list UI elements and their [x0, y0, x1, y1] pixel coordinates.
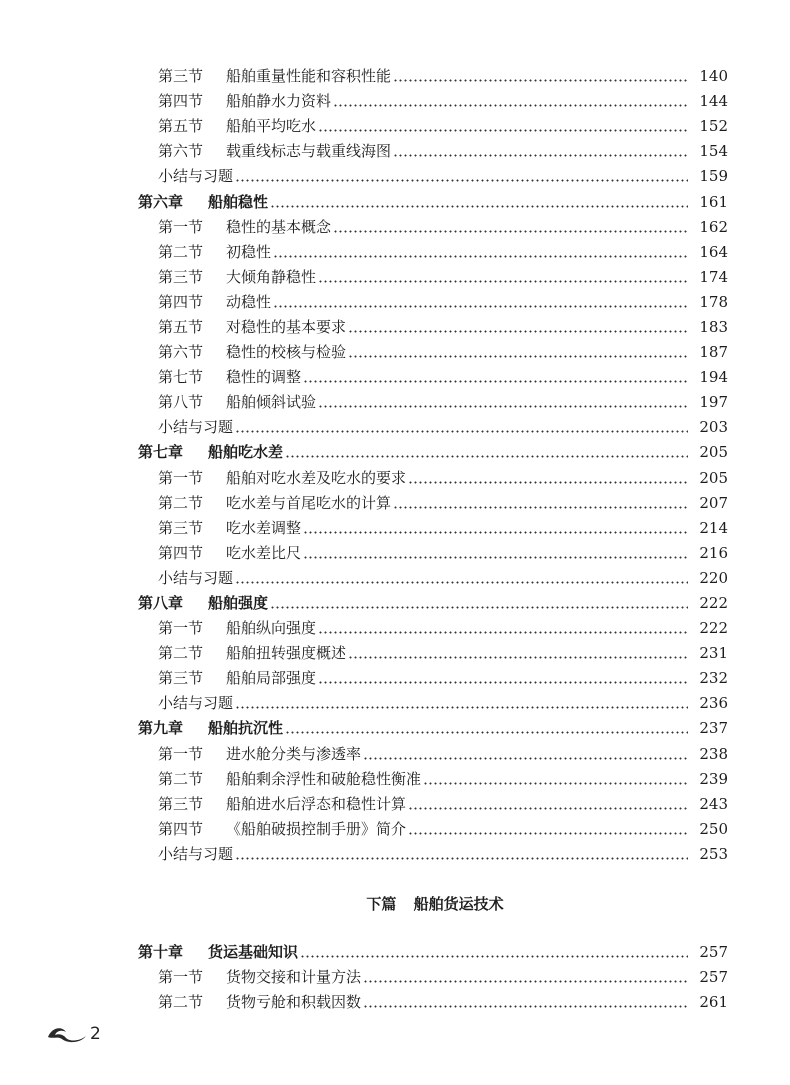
dot-leader: [318, 280, 688, 283]
dot-leader: [318, 405, 688, 408]
entry-label: 第五节: [158, 117, 204, 136]
entry-label: 第五节: [158, 317, 204, 336]
entry-label: 第一节: [158, 619, 204, 638]
entry-label: 第九章: [138, 719, 184, 738]
table-of-contents-part-two: [0, 940, 790, 1015]
entry-title: 船舶重量性能和容积性能: [226, 67, 392, 86]
dot-leader: [348, 330, 688, 333]
entry-page-number: 183: [699, 317, 728, 336]
entry-label: 第七章: [138, 443, 184, 462]
entry-page-number: 232: [699, 669, 728, 688]
toc-section-entry: [0, 340, 790, 365]
dot-leader: [318, 631, 688, 634]
toc-section-entry: [0, 466, 790, 491]
toc-chapter-entry: [0, 440, 790, 465]
toc-section-entry: [0, 215, 790, 240]
dot-leader: [235, 857, 688, 860]
dot-leader: [423, 782, 688, 785]
dot-leader: [235, 706, 688, 709]
entry-label: 第二节: [158, 242, 204, 261]
toc-section-entry: [0, 265, 790, 290]
toc-section-entry: [0, 742, 790, 767]
entry-label: 第二节: [158, 493, 204, 512]
entry-title: 船舶对吃水差及吃水的要求: [226, 468, 407, 487]
entry-label: 第六节: [158, 343, 204, 362]
entry-page-number: 222: [699, 594, 728, 613]
entry-title: 货物交接和计量方法: [226, 968, 362, 987]
toc-section-entry: [0, 817, 790, 842]
entry-title: 大倾角静稳性: [226, 267, 317, 286]
entry-title: 船舶稳性: [208, 192, 269, 211]
entry-title: 货运基础知识: [208, 943, 299, 962]
entry-page-number: 144: [699, 92, 728, 111]
dot-leader: [235, 581, 688, 584]
page-footer: [46, 1024, 101, 1044]
dot-leader: [333, 104, 688, 107]
dot-leader: [348, 355, 688, 358]
entry-title: 船舶抗沉性: [208, 719, 284, 738]
part-title: 船舶货运技术: [413, 895, 504, 913]
entry-title: 船舶静水力资料: [226, 92, 332, 111]
entry-label: 第八章: [138, 594, 184, 613]
toc-section-entry: [0, 390, 790, 415]
entry-title: 船舶倾斜试验: [226, 393, 317, 412]
entry-label: 第一节: [158, 968, 204, 987]
toc-section-entry: [0, 114, 790, 139]
dot-leader: [408, 832, 688, 835]
dot-leader: [300, 955, 688, 958]
entry-page-number: 237: [699, 719, 728, 738]
entry-page-number: 236: [699, 694, 728, 713]
entry-label: 第四节: [158, 819, 204, 838]
entry-page-number: 205: [699, 468, 728, 487]
entry-title: 货物亏舱和积载因数: [226, 993, 362, 1012]
toc-section-entry: [0, 64, 790, 89]
entry-title: 船舶扭转强度概述: [226, 644, 347, 663]
toc-chapter-entry: [0, 591, 790, 616]
dot-leader: [318, 129, 688, 132]
entry-page-number: 207: [699, 493, 728, 512]
toc-chapter-entry: [0, 189, 790, 214]
dot-leader: [303, 556, 688, 559]
entry-label: 第三节: [158, 794, 204, 813]
entry-title: 吃水差比尺: [226, 543, 302, 562]
toc-section-entry: [0, 792, 790, 817]
toc-section-entry: [0, 965, 790, 990]
toc-section-entry: [0, 541, 790, 566]
entry-page-number: 205: [699, 443, 728, 462]
entry-title: 对稳性的基本要求: [226, 317, 347, 336]
entry-title: 小结与习题: [158, 167, 234, 186]
toc-section-entry: [0, 516, 790, 541]
entry-title: 小结与习题: [158, 694, 234, 713]
entry-label: 第三节: [158, 518, 204, 537]
entry-label: 第四节: [158, 92, 204, 111]
toc-summary-entry: [0, 415, 790, 440]
entry-title: 吃水差与首尾吃水的计算: [226, 493, 392, 512]
entry-label: 第三节: [158, 67, 204, 86]
wave-ornament-icon: [46, 1024, 88, 1044]
dot-leader: [235, 179, 688, 182]
dot-leader: [408, 481, 688, 484]
toc-section-entry: [0, 240, 790, 265]
dot-leader: [333, 230, 688, 233]
dot-leader: [363, 757, 688, 760]
entry-label: 第二节: [158, 993, 204, 1012]
entry-page-number: 159: [699, 167, 728, 186]
entry-page-number: 220: [699, 568, 728, 587]
entry-page-number: 216: [699, 543, 728, 562]
entry-page-number: 261: [699, 993, 728, 1012]
entry-page-number: 164: [699, 242, 728, 261]
entry-title: 船舶局部强度: [226, 669, 317, 688]
dot-leader: [270, 205, 688, 208]
dot-leader: [235, 430, 688, 433]
toc-section-entry: [0, 139, 790, 164]
toc-summary-entry: [0, 691, 790, 716]
toc-chapter-entry: [0, 940, 790, 965]
dot-leader: [303, 531, 688, 534]
entry-page-number: 154: [699, 142, 728, 161]
toc-section-entry: [0, 315, 790, 340]
toc-section-entry: [0, 767, 790, 792]
entry-title: 船舶纵向强度: [226, 619, 317, 638]
entry-page-number: 243: [699, 794, 728, 813]
dot-leader: [363, 1005, 688, 1008]
dot-leader: [393, 506, 688, 509]
entry-label: 第一节: [158, 217, 204, 236]
entry-label: 第一节: [158, 744, 204, 763]
entry-label: 第六章: [138, 192, 184, 211]
dot-leader: [318, 681, 688, 684]
entry-label: 第一节: [158, 468, 204, 487]
toc-chapter-entry: [0, 716, 790, 741]
dot-leader: [393, 154, 688, 157]
entry-title: 船舶平均吃水: [226, 117, 317, 136]
entry-page-number: 152: [699, 117, 728, 136]
entry-page-number: 250: [699, 819, 728, 838]
toc-section-entry: [0, 990, 790, 1015]
entry-title: 小结与习题: [158, 844, 234, 863]
toc-summary-entry: [0, 842, 790, 867]
entry-title: 小结与习题: [158, 418, 234, 437]
entry-page-number: 178: [699, 292, 728, 311]
entry-page-number: 231: [699, 644, 728, 663]
entry-title: 船舶吃水差: [208, 443, 284, 462]
toc-summary-entry: [0, 566, 790, 591]
entry-page-number: 203: [699, 418, 728, 437]
entry-label: 第二节: [158, 769, 204, 788]
entry-title: 船舶进水后浮态和稳性计算: [226, 794, 407, 813]
dot-leader: [393, 79, 688, 82]
entry-title: 稳性的校核与检验: [226, 343, 347, 362]
entry-page-number: 161: [699, 192, 728, 211]
entry-label: 第六节: [158, 142, 204, 161]
entry-title: 船舶强度: [208, 594, 269, 613]
entry-page-number: 257: [699, 943, 728, 962]
entry-page-number: 174: [699, 267, 728, 286]
entry-page-number: 257: [699, 968, 728, 987]
entry-page-number: 187: [699, 343, 728, 362]
entry-label: 第七节: [158, 368, 204, 387]
part-heading: [0, 893, 790, 914]
entry-page-number: 140: [699, 67, 728, 86]
toc-section-entry: [0, 365, 790, 390]
entry-title: 进水舱分类与渗透率: [226, 744, 362, 763]
entry-title: 小结与习题: [158, 568, 234, 587]
entry-page-number: 239: [699, 769, 728, 788]
dot-leader: [270, 606, 688, 609]
entry-page-number: 214: [699, 518, 728, 537]
entry-label: 第三节: [158, 669, 204, 688]
entry-title: 动稳性: [226, 292, 272, 311]
entry-label: 第二节: [158, 644, 204, 663]
dot-leader: [273, 255, 688, 258]
part-label: 下篇: [366, 895, 397, 913]
entry-page-number: 194: [699, 368, 728, 387]
table-of-contents: [0, 64, 790, 867]
page-number: 2: [90, 1024, 101, 1044]
entry-title: 稳性的调整: [226, 368, 302, 387]
entry-page-number: 197: [699, 393, 728, 412]
toc-section-entry: [0, 89, 790, 114]
dot-leader: [285, 455, 688, 458]
dot-leader: [303, 380, 688, 383]
dot-leader: [363, 980, 688, 983]
entry-title: 《船舶破损控制手册》简介: [226, 819, 407, 838]
dot-leader: [348, 656, 688, 659]
toc-section-entry: [0, 616, 790, 641]
entry-page-number: 222: [699, 619, 728, 638]
entry-label: 第三节: [158, 267, 204, 286]
toc-section-entry: [0, 290, 790, 315]
toc-section-entry: [0, 491, 790, 516]
entry-label: 第四节: [158, 292, 204, 311]
entry-page-number: 253: [699, 844, 728, 863]
toc-section-entry: [0, 641, 790, 666]
toc-section-entry: [0, 666, 790, 691]
entry-label: 第八节: [158, 393, 204, 412]
dot-leader: [273, 305, 688, 308]
dot-leader: [408, 807, 688, 810]
entry-title: 载重线标志与载重线海图: [226, 142, 392, 161]
entry-title: 初稳性: [226, 242, 272, 261]
entry-title: 吃水差调整: [226, 518, 302, 537]
entry-page-number: 162: [699, 217, 728, 236]
toc-summary-entry: [0, 164, 790, 189]
entry-title: 稳性的基本概念: [226, 217, 332, 236]
entry-label: 第四节: [158, 543, 204, 562]
dot-leader: [285, 731, 688, 734]
entry-page-number: 238: [699, 744, 728, 763]
entry-title: 船舶剩余浮性和破舱稳性衡准: [226, 769, 422, 788]
entry-label: 第十章: [138, 943, 184, 962]
